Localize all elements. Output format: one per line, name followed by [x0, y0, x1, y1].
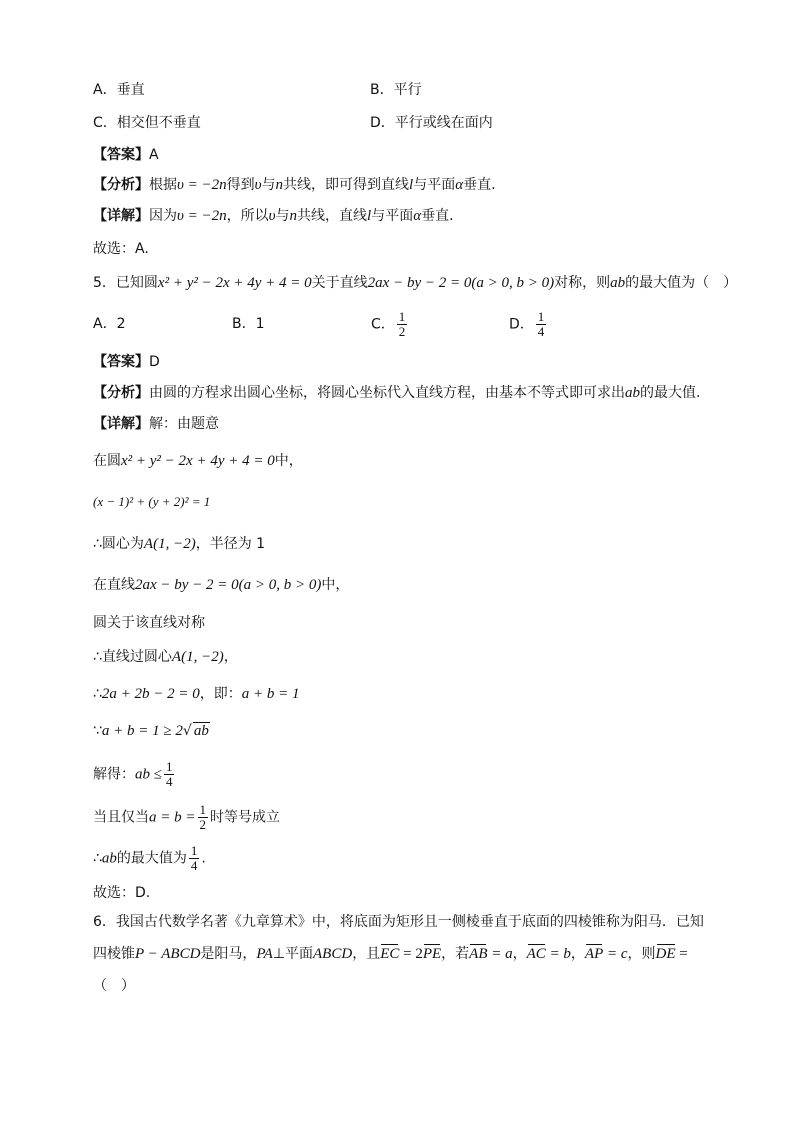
q5-step-4 — [93, 575, 349, 595]
math: n — [289, 208, 298, 224]
fraction — [198, 803, 209, 832]
math: 2a + 2b − 2 = 0 — [101, 686, 200, 702]
sqrt-sign: √ — [182, 723, 192, 739]
numerator: 1 — [537, 309, 545, 324]
q6-stem-line-2 — [93, 944, 688, 964]
text: ，所以 — [226, 208, 269, 224]
text: 根据 — [149, 177, 177, 193]
math: A(1, −2) — [171, 649, 224, 665]
math: a + b = 1 — [241, 686, 300, 702]
q6-stem-line-3: （ ） — [93, 978, 135, 994]
q4-answer — [93, 145, 159, 165]
fraction — [189, 844, 200, 873]
math: P − ABCD — [135, 946, 201, 962]
math: ABCD — [313, 946, 353, 962]
text: ∴直线过圆心 — [93, 649, 172, 665]
text: 5．已知圆 — [93, 275, 158, 291]
fraction — [536, 310, 547, 339]
q4-option-a: A．垂直 — [93, 82, 145, 98]
denominator: 4 — [190, 858, 198, 873]
math: α — [455, 177, 464, 193]
q5-detail — [93, 414, 219, 434]
math: υ = −2n — [177, 177, 227, 193]
denominator: 2 — [398, 324, 406, 339]
q5-step-8 — [93, 721, 210, 741]
text: ， — [223, 649, 238, 665]
q5-option-b: B．1 — [232, 316, 265, 332]
math: A(1, −2) — [143, 536, 196, 552]
math: = b — [545, 946, 571, 962]
q5-step-7 — [93, 684, 300, 704]
q5-option-d — [509, 310, 548, 339]
text: ⊥平面 — [272, 946, 314, 962]
answer-tag: 【答案】 — [93, 147, 149, 163]
text: ∵ — [93, 723, 102, 739]
q5-step-5: 圆关于该直线对称 — [93, 615, 205, 631]
numerator: 1 — [190, 843, 198, 858]
text: ∴ — [93, 686, 102, 702]
text: 共线，即可得到直线 — [283, 177, 410, 193]
text: 解得： — [93, 766, 135, 783]
fraction — [164, 760, 175, 789]
math: 2ax − by − 2 = 0(a > 0, b > 0) — [135, 577, 322, 593]
vector: AP — [584, 946, 604, 962]
text: 当且仅当 — [93, 809, 149, 826]
math: υ — [254, 177, 262, 193]
text: ，则 — [627, 946, 656, 962]
text: 时等号成立 — [210, 809, 280, 826]
text: 解：由题意 — [149, 416, 219, 432]
q5-step-3 — [93, 534, 265, 554]
q5-step-9 — [93, 760, 176, 789]
text: 中， — [274, 453, 303, 469]
math: ab ≤ — [135, 766, 162, 783]
text: ∴圆心为 — [93, 536, 144, 552]
numerator: 1 — [165, 759, 173, 774]
math: = — [675, 946, 688, 962]
q5-analysis — [93, 383, 700, 403]
text: ，半径为 1 — [195, 536, 266, 552]
q4-option-b: B．平行 — [370, 82, 422, 98]
text: ，若 — [441, 946, 470, 962]
text: 由圆的方程求出圆心坐标，将圆心坐标代入直线方程，由基本不等式即可求出 — [149, 385, 625, 401]
math: α — [413, 208, 422, 224]
denominator: 4 — [537, 324, 545, 339]
math: x² + y² − 2x + 4y + 4 = 0 — [157, 275, 312, 291]
text: 是阳马， — [200, 946, 257, 962]
text: 得到 — [226, 177, 255, 193]
text: 的最大值. — [640, 385, 701, 401]
text: . — [201, 850, 206, 867]
vector: EC — [380, 946, 400, 962]
text: 的最大值为 — [116, 850, 187, 867]
q4-detail — [93, 206, 454, 226]
math: l — [409, 177, 414, 193]
math: ab — [193, 723, 209, 739]
text: 对称，则 — [554, 275, 611, 291]
text: 垂直. — [463, 177, 496, 193]
label: C． — [371, 316, 395, 333]
math: ab — [101, 850, 117, 867]
text: 四棱锥 — [93, 946, 135, 962]
math: = a — [487, 946, 513, 962]
q5-step-10 — [93, 803, 280, 832]
q5-step-2 — [93, 492, 210, 512]
q4-option-c: C．相交但不垂直 — [93, 115, 201, 131]
vector: DE — [655, 946, 676, 962]
detail-tag: 【详解】 — [93, 208, 149, 224]
text: 在直线 — [93, 577, 135, 593]
analysis-tag: 【分析】 — [93, 177, 149, 193]
q5-step-1 — [93, 451, 303, 471]
math: a = b = — [149, 809, 196, 826]
denominator: 2 — [199, 817, 206, 832]
math: ab — [610, 275, 626, 291]
text: 共线，直线 — [297, 208, 368, 224]
vector: AB — [469, 946, 488, 962]
numerator: 1 — [398, 309, 406, 324]
q6-stem-line-1: 6．我国古代数学名著《九章算术》中，将底面为矩形且一侧棱垂直于底面的四棱锥称为阳马．已知 — [93, 914, 704, 930]
q5-stem — [93, 273, 737, 293]
text: ，且 — [352, 946, 381, 962]
denominator: 4 — [165, 774, 173, 789]
answer-value: A — [149, 147, 159, 163]
math: n — [275, 177, 284, 193]
text: ， — [512, 946, 527, 962]
math: υ — [268, 208, 276, 224]
analysis-tag: 【分析】 — [93, 385, 149, 401]
text: ，即： — [199, 686, 242, 702]
q4-analysis — [93, 175, 496, 195]
math: 2ax − by − 2 = 0(a > 0, b > 0) — [367, 275, 555, 291]
vector: PE — [422, 946, 442, 962]
numerator: 1 — [199, 802, 206, 817]
q5-option-a: A．2 — [93, 316, 126, 332]
math: = 2 — [399, 946, 423, 962]
detail-tag: 【详解】 — [93, 416, 149, 432]
text: 在圆 — [93, 453, 121, 469]
q4-choose: 故选：A. — [93, 241, 149, 257]
text: 中， — [321, 577, 350, 593]
text: 与平面 — [413, 177, 456, 193]
math: PA — [256, 946, 273, 962]
math: ab — [625, 385, 640, 401]
q5-answer — [93, 352, 160, 372]
math: υ = −2n — [177, 208, 227, 224]
text: 与 — [275, 208, 290, 224]
math: l — [367, 208, 372, 224]
q5-option-c — [371, 310, 409, 339]
math: x² + y² − 2x + 4y + 4 = 0 — [121, 453, 275, 469]
text: 关于直线 — [311, 275, 368, 291]
text: 因为 — [149, 208, 177, 224]
fraction — [397, 310, 408, 339]
q4-option-d: D．平行或线在面内 — [370, 115, 493, 131]
text: ， — [570, 946, 585, 962]
text: 垂直. — [421, 208, 454, 224]
answer-value: D — [149, 354, 160, 370]
answer-tag: 【答案】 — [93, 354, 149, 370]
text: 与 — [261, 177, 276, 193]
q5-step-11 — [93, 844, 206, 873]
text: ∴ — [93, 850, 102, 867]
math: (x − 1)² + (y + 2)² = 1 — [93, 494, 211, 509]
math: a + b = 1 ≥ 2 — [101, 723, 183, 739]
text: 的最大值为（ ） — [625, 275, 738, 291]
math: = c — [603, 946, 628, 962]
q5-step-6 — [93, 647, 238, 667]
label: D． — [509, 316, 534, 333]
text: 与平面 — [371, 208, 414, 224]
vector: AC — [526, 946, 546, 962]
q5-choose: 故选：D. — [93, 885, 151, 901]
